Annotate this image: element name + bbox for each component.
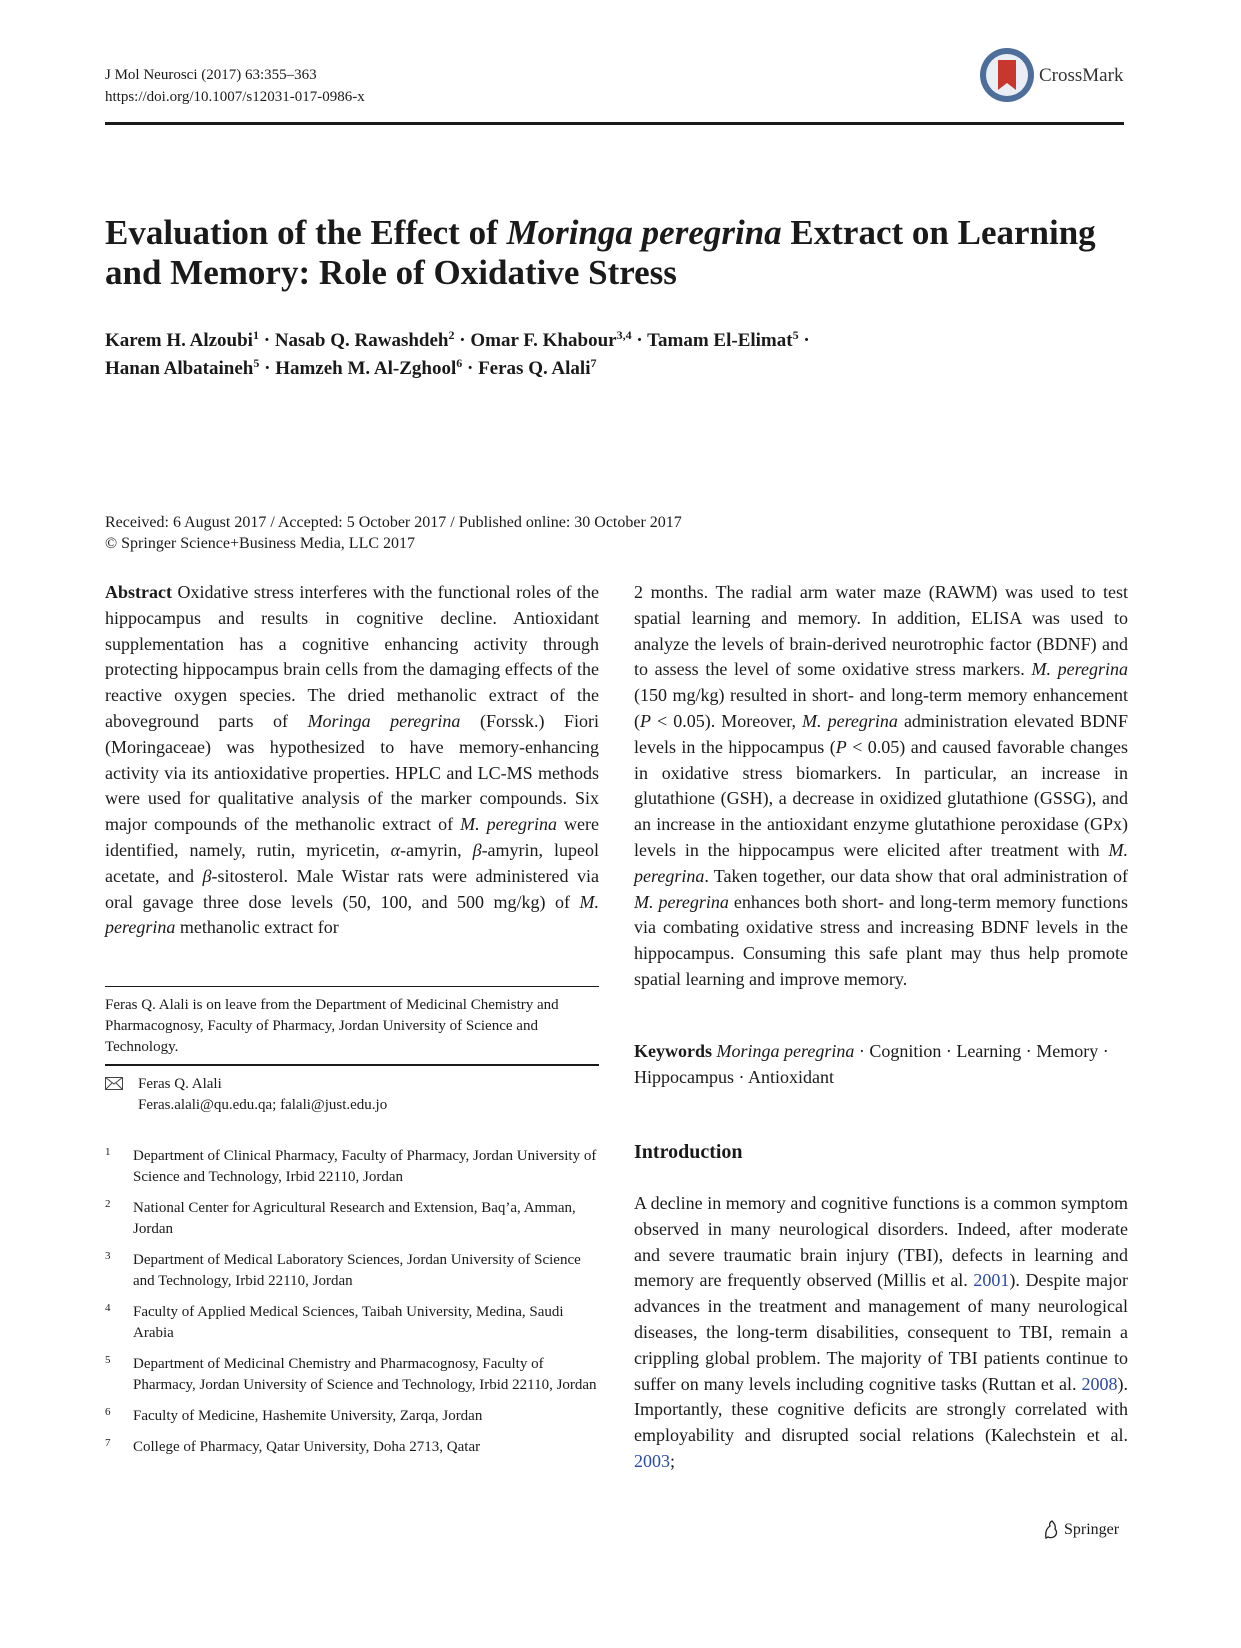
- leave-footnote: [105, 986, 599, 1066]
- abstract-label: Abstract: [105, 582, 172, 602]
- doi-link[interactable]: https://doi.org/10.1007/s12031-017-0986-x: [105, 89, 365, 105]
- springer-logo: [1042, 1518, 1132, 1544]
- crossmark-label: CrossMark: [1039, 65, 1124, 86]
- publication-dates: [105, 512, 682, 554]
- affiliation: 1 Department of Clinical Pharmacy, Faculty of Pharmacy, Jordan University of Science and Technology, Irbid 22110, Jordan: [105, 1146, 597, 1185]
- affiliation: 5 Department of Medicinal Chemistry and Pharmacognosy, Faculty of Pharmacy, Jordan University of Science and Technology, Irbid 22110, Jordan: [105, 1354, 597, 1393]
- keywords: [634, 1038, 1128, 1090]
- affiliation-list: [105, 1146, 599, 1468]
- header-divider: [105, 122, 1124, 125]
- introduction-text: A decline in memory and cognitive functions is a common symptom observed in many neurological disorders. Indeed, after moderate and severe traumatic brain injury (TBI), defects in learning and memory are frequently observed (Millis et al. 2001). Despite major advances in the treatment and management of many neurological diseases, the long-term disabilities, consequent to TBI, remain a crippling global problem. The majority of TBI patients continue to suffer on many levels including cognitive tasks (Ruttan et al. 2008). Importantly, these cognitive deficits are strongly correlated with employability and disrupted social relations (Kalechstein et al. 2003;: [634, 1193, 1128, 1471]
- springer-horse-icon: [1042, 1520, 1060, 1540]
- footnote-divider: [105, 986, 599, 987]
- contact-name: Feras Q. Alali: [138, 1076, 222, 1092]
- citation-link[interactable]: 2003: [634, 1450, 670, 1471]
- affiliation: 4 Faculty of Applied Medical Sciences, Taibah University, Medina, Saudi Arabia: [105, 1302, 564, 1341]
- author[interactable]: Nasab Q. Rawashdeh$^2$: [274, 328, 455, 351]
- author[interactable]: Tamam El-Elimat$^5$: [647, 328, 799, 351]
- keywords-label: Keywords: [634, 1041, 712, 1061]
- dates-line: Received: 6 August 2017 / Accepted: 5 October 2017 / Published online: 30 October 2017: [105, 514, 682, 531]
- contact-emails[interactable]: Feras.alali@qu.edu.qa; falali@just.edu.jo: [138, 1097, 388, 1113]
- affiliation: 7 College of Pharmacy, Qatar University, Doha 2713, Qatar: [105, 1437, 481, 1455]
- author[interactable]: Hanan Albataineh$^5$: [105, 356, 260, 379]
- citation-link[interactable]: 2001: [973, 1270, 1010, 1291]
- section-heading-introduction: Introduction: [634, 1141, 743, 1163]
- author[interactable]: Omar F. Khabour$^{3,4}$: [470, 328, 632, 351]
- keyword-list: · Cognition · Learning · Memory · Hippocampus · Antioxidant: [634, 1041, 1109, 1087]
- author-list: Karem H. Alzoubi$^1$ · Nasab Q. Rawashdeh$^2$ · Omar F. Khabour$^{3,4}$ · Tamam El-Elimat$^5$ · Hanan Albataineh$^5$ · Hamzeh M. Al-Zghool$^6$ · Feras Q. Alali$^7$: [105, 328, 810, 379]
- crossmark-icon: [978, 46, 1036, 104]
- keyword: Moringa peregrina: [716, 1041, 855, 1061]
- author[interactable]: Feras Q. Alali$^7$: [478, 356, 597, 379]
- author[interactable]: Karem H. Alzoubi$^1$: [105, 328, 259, 351]
- footnote-divider: [105, 1064, 599, 1066]
- journal-line: J Mol Neurosci (2017) 63:355–363: [105, 67, 317, 83]
- journal-citation: [105, 64, 365, 108]
- crossmark-badge[interactable]: [978, 46, 1128, 106]
- copyright-line: © Springer Science+Business Media, LLC 2017: [105, 535, 416, 552]
- citation-link[interactable]: 2008: [1081, 1373, 1118, 1394]
- envelope-icon: [105, 1077, 123, 1090]
- affiliation: 3 Department of Medical Laboratory Sciences, Jordan University of Science and Technology, Irbid 22110, Jordan: [105, 1250, 581, 1289]
- abstract-left-column: Abstract Oxidative stress interferes with the functional roles of the hippocampus and results in cognitive decline. Antioxidant supplementation has a cognitive enhancing activity through protecting hippocampus brain cells from the damaging effects of the reactive oxygen species. The dried methanolic extract of the aboveground parts of Moringa peregrina (Forssk.) Fiori (Moringaceae) was hypothesized to have memory-enhancing activity via its antioxidative properties. HPLC and LC-MS methods were used for qualitative analysis of the marker compounds. Six major compounds of the methanolic extract of M. peregrina were identified, namely, rutin, myricetin, α-amyrin, β-amyrin, lupeol acetate, and β-sitosterol. Male Wistar rats were administered via oral gavage three dose levels (50, 100, and 500 mg/kg) of M. peregrina methanolic extract for: [105, 582, 600, 938]
- corresponding-author: [105, 1074, 599, 1116]
- abstract-right-column: 2 months. The radial arm water maze (RAWM) was used to test spatial learning and memory. In addition, ELISA was used to analyze the levels of brain-derived neurotrophic factor (BDNF) and to assess the level of some oxidative stress markers. M. peregrina (150 mg/kg) resulted in short- and long-term memory enhancement (P < 0.05). Moreover, M. peregrina administration elevated BDNF levels in the hippocampus (P < 0.05) and caused favorable changes in oxidative stress biomarkers. In particular, an increase in glutathione (GSH), a decrease in oxidized glutathione (GSSG), and an increase in the antioxidant enzyme glutathione peroxidase (GPx) levels in the hippocampus were elicited after treatment with M. peregrina. Taken together, our data show that oral administration of M. peregrina enhances both short- and long-term memory functions via combating oxidative stress and increasing BDNF levels in the hippocampus. Consuming this safe plant may thus help promote spatial learning and improve memory.: [634, 582, 1128, 989]
- footnote-text: Feras Q. Alali is on leave from the Department of Medicinal Chemistry and Pharmacognosy, Faculty of Pharmacy, Jordan University of Science and Technology.: [105, 997, 559, 1055]
- article-title: Evaluation of the Effect of Moringa peregrina Extract on Learning and Memory: Role of Oxidative Stress: [105, 213, 1096, 292]
- affiliation: 2 National Center for Agricultural Research and Extension, Baq’a, Amman, Jordan: [105, 1198, 576, 1237]
- publisher-label: Springer: [1064, 1521, 1120, 1538]
- author[interactable]: Hamzeh M. Al-Zghool$^6$: [275, 356, 463, 379]
- affiliation: 6 Faculty of Medicine, Hashemite University, Zarqa, Jordan: [105, 1406, 483, 1424]
